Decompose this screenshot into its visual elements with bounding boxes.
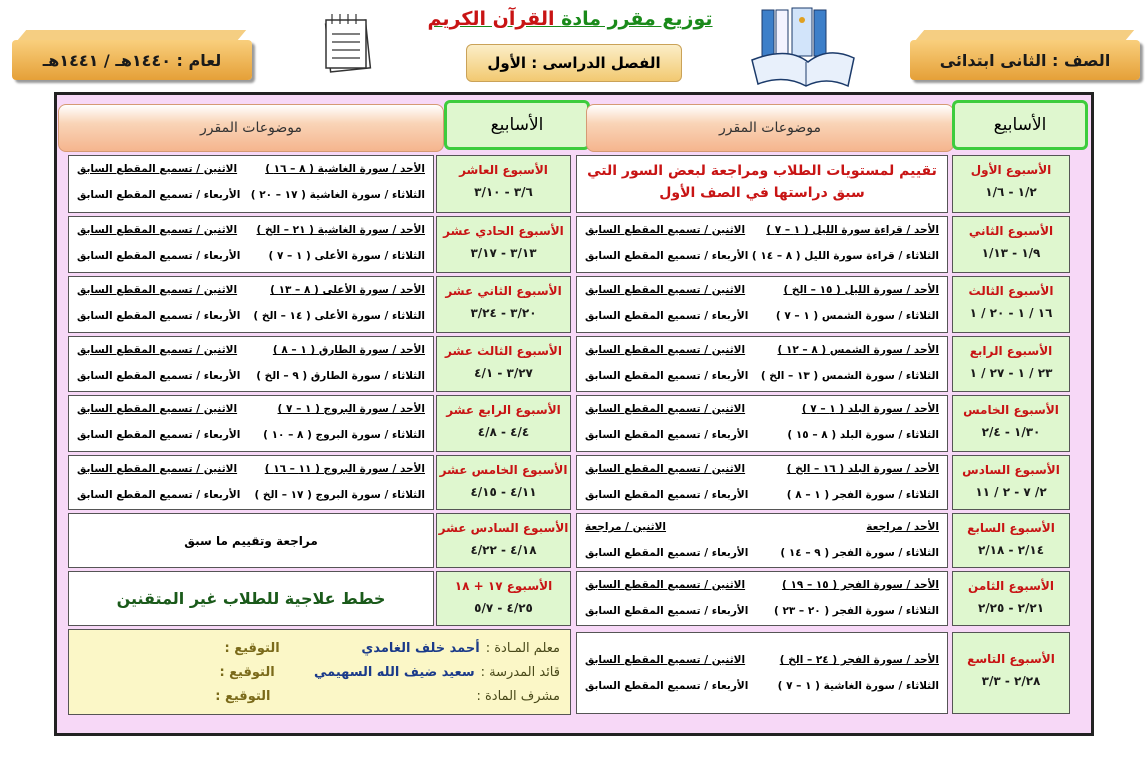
week-12-line2b: الأربعاء / تسميع المقطع السابق (77, 310, 241, 322)
week-17-18-topics (68, 571, 434, 626)
week-7-topics (576, 513, 948, 568)
week-9-dates: ٢/٢٨ - ٣/٣ (981, 674, 1041, 688)
week-11-line2b: الأربعاء / تسميع المقطع السابق (77, 250, 241, 262)
week-9-name: الأسبوع التاسع (967, 652, 1055, 666)
week-4-line1a: الأحد / سورة الشمس ( ٨ – ١٢ ) (777, 344, 939, 356)
week-7-name: الأسبوع السابع (967, 521, 1055, 535)
week-15-line1b: الاثنين / تسميع المقطع السابق (77, 463, 238, 475)
topics-header-left (58, 104, 444, 152)
weeks-header-left-label: الأسابيع (490, 115, 544, 135)
week-10-line1b: الاثنين / تسميع المقطع السابق (77, 163, 238, 175)
week-2-dates: ١/٩ - ١/١٣ (981, 246, 1041, 260)
week-10-line1a: الأحد / سورة الغاشية ( ٨ – ١٦ ) (265, 163, 425, 175)
week-12-label (436, 276, 571, 333)
week-5-name: الأسبوع الخامس (963, 403, 1059, 417)
week-2-line1b: الاثنين / تسميع المقطع السابق (585, 224, 746, 236)
week-9-line2a: الثلاثاء / سورة الغاشية ( ١ – ٧ ) (777, 680, 939, 692)
week-8-line1b: الاثنين / تسميع المقطع السابق (585, 579, 746, 591)
week-14-name: الأسبوع الرابع عشر (446, 403, 561, 417)
calendar-pad-icon (318, 8, 378, 74)
week-5-line1b: الاثنين / تسميع المقطع السابق (585, 403, 746, 415)
week-12-topics (68, 276, 434, 333)
week-17-18-special: خطط علاجية للطلاب غير المتقنين (116, 589, 386, 608)
week-10-label (436, 155, 571, 213)
week-6-topics (576, 455, 948, 510)
signature-role: قائد المدرسة : (480, 664, 560, 680)
week-12-name: الأسبوع الثاني عشر (445, 284, 562, 298)
week-10-name: الأسبوع العاشر (459, 163, 548, 177)
week-12-line2a: الثلاثاء / سورة الأعلى ( ١٤ – الخ ) (253, 310, 425, 322)
week-14-line1b: الاثنين / تسميع المقطع السابق (77, 403, 238, 415)
title-accent: القرآن الكريم (427, 8, 555, 30)
week-16-topics (68, 513, 434, 568)
week-13-line1a: الأحد / سورة الطارق ( ١ – ٨ ) (272, 344, 425, 356)
week-15-label (436, 455, 571, 510)
week-3-line2a: الثلاثاء / سورة الشمس ( ١ – ٧ ) (775, 310, 939, 322)
week-1-label (952, 155, 1070, 213)
week-3-topics (576, 276, 948, 333)
week-6-dates: ٢/ ٧ - ٢ / ١١ (975, 485, 1047, 499)
week-6-line2b: الأربعاء / تسميع المقطع السابق (585, 489, 749, 501)
week-15-topics (68, 455, 434, 510)
signature-field: التوقيع : (219, 664, 275, 680)
week-14-dates: ٤/٤ - ٤/٨ (477, 425, 530, 439)
week-17-18-label (436, 571, 571, 626)
week-13-line1b: الاثنين / تسميع المقطع السابق (77, 344, 238, 356)
week-6-label (952, 455, 1070, 510)
week-4-line2b: الأربعاء / تسميع المقطع السابق (585, 370, 749, 382)
signature-role: معلم المـادة : (485, 640, 560, 656)
week-2-line2a: الثلاثاء / قراءة سورة الليل ( ٨ – ١٤ ) (751, 250, 939, 262)
week-4-dates: ٢٣ / ١ - ٢٧ / ١ (969, 366, 1053, 380)
signature-row (69, 684, 570, 708)
signature-field: التوقيع : (215, 688, 271, 704)
year-label: لعام : ١٤٤٠هـ / ١٤٤١هـ (42, 50, 222, 70)
week-8-dates: ٢/٢١ - ٢/٢٥ (977, 601, 1045, 615)
week-5-label (952, 395, 1070, 452)
week-9-label (952, 632, 1070, 714)
signature-field: التوقيع : (224, 640, 280, 656)
topics-header-left-label: موضوعات المقرر (200, 120, 302, 136)
page-title (420, 8, 720, 30)
week-13-label (436, 336, 571, 392)
week-13-topics (68, 336, 434, 392)
week-12-line1b: الاثنين / تسميع المقطع السابق (77, 284, 238, 296)
week-11-topics (68, 216, 434, 273)
week-11-dates: ٣/١٣ - ٣/١٧ (470, 246, 537, 260)
week-9-line2b: الأربعاء / تسميع المقطع السابق (585, 680, 749, 692)
title-prefix: توزيع مقرر مادة (561, 8, 713, 30)
week-13-dates: ٣/٢٧ - ٤/١ (474, 366, 533, 380)
week-9-line1a: الأحد / سورة الفجر ( ٢٤ – الخ ) (779, 654, 939, 666)
week-4-topics (576, 336, 948, 392)
topics-header-right-label: موضوعات المقرر (719, 120, 821, 136)
week-1-name: الأسبوع الأول (970, 163, 1052, 177)
week-13-line2a: الثلاثاء / سورة الطارق ( ٩ – الخ ) (256, 370, 425, 382)
week-10-line2b: الأربعاء / تسميع المقطع السابق (77, 189, 241, 201)
week-8-label (952, 571, 1070, 626)
week-15-line2b: الأربعاء / تسميع المقطع السابق (77, 489, 241, 501)
week-15-name: الأسبوع الخامس عشر (439, 463, 568, 477)
week-4-label (952, 336, 1070, 392)
week-1-dates: ١/٢ - ١/٦ (985, 185, 1037, 199)
week-12-line1a: الأحد / سورة الأعلى ( ٨ – ١٣ ) (270, 284, 425, 296)
week-6-name: الأسبوع السادس (962, 463, 1060, 477)
week-3-label (952, 276, 1070, 333)
books-icon (748, 6, 858, 90)
week-7-label (952, 513, 1070, 568)
week-2-line1a: الأحد / قراءة سورة الليل ( ١ – ٧ ) (766, 224, 939, 236)
weeks-header-right (952, 100, 1088, 150)
week-7-line2a: الثلاثاء / سورة الفجر ( ٩ – ١٤ ) (780, 547, 939, 559)
week-14-line2a: الثلاثاء / سورة البروج ( ٨ – ١٠ ) (263, 429, 425, 441)
week-10-line2a: الثلاثاء / سورة الغاشية ( ١٧ – ٢٠ ) (250, 189, 425, 201)
week-11-line2a: الثلاثاء / سورة الأعلى ( ١ – ٧ ) (268, 250, 425, 262)
grade-label: الصف : الثانى ابتدائى (939, 50, 1111, 70)
week-7-line1a: الأحد / مراجعة (866, 521, 939, 533)
week-3-line1b: الاثنين / تسميع المقطع السابق (585, 284, 746, 296)
week-17-18-name: الأسبوع ١٧ + ١٨ (454, 579, 553, 593)
week-7-line1b: الاثنين / مراجعة (585, 521, 667, 533)
weeks-header-left (444, 100, 590, 150)
signature-row (69, 660, 570, 684)
week-8-name: الأسبوع الثامن (968, 579, 1054, 593)
topics-header-right (586, 104, 954, 152)
signature-row (69, 636, 570, 660)
week-15-dates: ٤/١١ - ٤/١٥ (470, 485, 537, 499)
week-9-line1b: الاثنين / تسميع المقطع السابق (585, 654, 746, 666)
week-4-line1b: الاثنين / تسميع المقطع السابق (585, 344, 746, 356)
week-16-label (436, 513, 571, 568)
week-14-label (436, 395, 571, 452)
week-13-name: الأسبوع الثالث عشر (445, 344, 562, 358)
week-6-line1a: الأحد / سورة البلد ( ١٦ – الخ ) (786, 463, 939, 475)
week-5-line2a: الثلاثاء / سورة البلد ( ٨ – ١٥ ) (787, 429, 939, 441)
week-8-topics (576, 571, 948, 626)
grade-box (910, 40, 1140, 80)
week-13-line2b: الأربعاء / تسميع المقطع السابق (77, 370, 241, 382)
week-15-line2a: الثلاثاء / سورة البروج ( ١٧ – الخ ) (254, 489, 425, 501)
week-11-line1b: الاثنين / تسميع المقطع السابق (77, 224, 238, 236)
week-5-dates: ١/٣٠ - ٢/٤ (981, 425, 1041, 439)
week-5-line2b: الأربعاء / تسميع المقطع السابق (585, 429, 749, 441)
week-4-name: الأسبوع الرابع (969, 344, 1053, 358)
week-4-line2a: الثلاثاء / سورة الشمس ( ١٣ – الخ ) (760, 370, 939, 382)
signatures-box (68, 629, 571, 715)
signature-name: أحمد خلف الغامدي (361, 640, 480, 656)
week-8-line1a: الأحد / سورة الفجر ( ١٥ – ١٩ ) (782, 579, 939, 591)
week-7-dates: ٢/١٤ - ٢/١٨ (977, 543, 1045, 557)
term-box (466, 44, 682, 82)
signature-role: مشرف المادة : (476, 688, 560, 704)
week-10-dates: ٣/٦ - ٣/١٠ (474, 185, 533, 199)
week-11-label (436, 216, 571, 273)
week-10-topics (68, 155, 434, 213)
week-1-topics (576, 155, 948, 213)
week-6-line2a: الثلاثاء / سورة الفجر ( ١ – ٨ ) (786, 489, 939, 501)
year-box (12, 40, 252, 80)
week-5-line1a: الأحد / سورة البلد ( ١ – ٧ ) (801, 403, 939, 415)
week-12-dates: ٣/٢٠ - ٣/٢٤ (470, 306, 537, 320)
week-3-name: الأسبوع الثالث (968, 284, 1054, 298)
week-8-line2a: الثلاثاء / سورة الفجر ( ٢٠ – ٢٣ ) (773, 605, 939, 617)
signature-name: سعيد ضيف الله السهيمي (313, 664, 475, 680)
week-8-line2b: الأربعاء / تسميع المقطع السابق (585, 605, 749, 617)
week-2-topics (576, 216, 948, 273)
week-3-dates: ١٦ / ١ - ٢٠ / ١ (969, 306, 1053, 320)
week-14-line1a: الأحد / سورة البروج ( ١ – ٧ ) (277, 403, 425, 415)
week-2-name: الأسبوع الثاني (968, 224, 1054, 238)
week-14-line2b: الأربعاء / تسميع المقطع السابق (77, 429, 241, 441)
week-2-line2b: الأربعاء / تسميع المقطع السابق (585, 250, 749, 262)
week-14-topics (68, 395, 434, 452)
week-3-line2b: الأربعاء / تسميع المقطع السابق (585, 310, 749, 322)
week-15-line1a: الأحد / سورة البروج ( ١١ – ١٦ ) (264, 463, 425, 475)
week-11-name: الأسبوع الحادي عشر (443, 224, 564, 238)
week-16-dates: ٤/١٨ - ٤/٢٢ (470, 543, 537, 557)
week-7-line2b: الأربعاء / تسميع المقطع السابق (585, 547, 749, 559)
week-6-line1b: الاثنين / تسميع المقطع السابق (585, 463, 746, 475)
week-9-topics (576, 632, 948, 714)
week-11-line1a: الأحد / سورة الغاشية ( ٢١ – الخ ) (256, 224, 425, 236)
week-2-label (952, 216, 1070, 273)
term-label: الفصل الدراسى : الأول (487, 54, 661, 72)
week-1-special: تقييم لمستويات الطلاب ومراجعة لبعض السور التي سبق دراستها في الصف الأول (587, 163, 937, 201)
week-5-topics (576, 395, 948, 452)
week-3-line1a: الأحد / سورة الليل ( ١٥ – الخ ) (783, 284, 939, 296)
week-16-special: مراجعة وتقييم ما سبق (184, 533, 318, 548)
week-16-name: الأسبوع السادس عشر (438, 521, 569, 535)
week-17-18-dates: ٤/٢٥ - ٥/٧ (474, 601, 533, 615)
weeks-header-right-label: الأسابيع (993, 115, 1047, 135)
